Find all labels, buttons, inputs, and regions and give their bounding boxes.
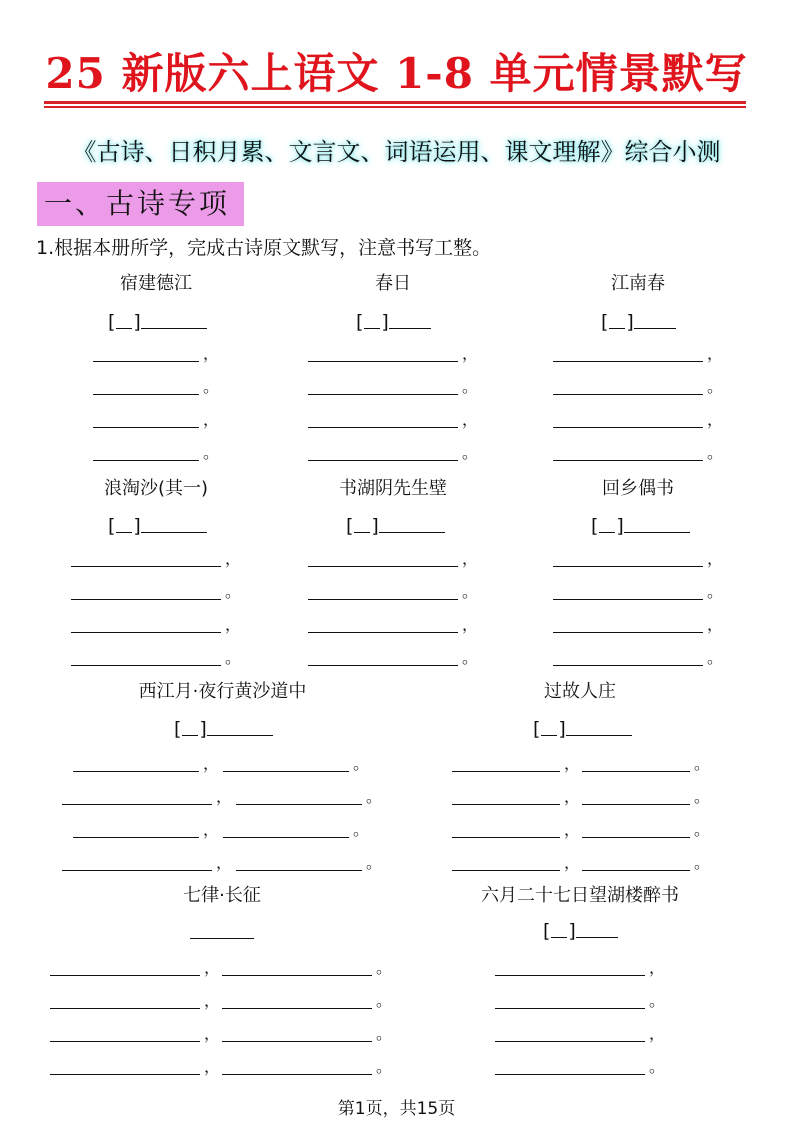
verse-blank[interactable] xyxy=(582,836,690,838)
poem-block-3 xyxy=(76,477,236,501)
poem-block-7 xyxy=(500,680,660,704)
verse-blank[interactable] xyxy=(236,803,362,805)
author-blank[interactable] xyxy=(624,531,690,533)
dynasty-bracket[interactable]: [ ] xyxy=(533,718,566,740)
verse-blank[interactable] xyxy=(93,360,199,362)
dynasty-bracket[interactable]: [ ] xyxy=(591,515,624,537)
document-subtitle: 《古诗、日积月累、文言文、词语运用、课文理解》综合小测 xyxy=(72,138,721,166)
poem-author-row xyxy=(591,514,690,536)
verse-blank[interactable] xyxy=(71,598,221,600)
poem-author-row xyxy=(174,717,273,739)
poem-lines-7: ， 。 ， 。 ， 。 ， 。 xyxy=(452,752,712,871)
verse-blank[interactable] xyxy=(93,459,199,461)
verse-blank[interactable] xyxy=(62,869,212,871)
verse-blank[interactable] xyxy=(222,1007,372,1009)
poem-block-8 xyxy=(142,884,302,908)
title-underline-secondary xyxy=(44,106,746,108)
verse-blank[interactable] xyxy=(582,770,690,772)
poem-author-row xyxy=(190,920,254,942)
verse-blank[interactable] xyxy=(452,770,560,772)
verse-blank[interactable] xyxy=(553,631,703,633)
verse-blank[interactable] xyxy=(223,770,349,772)
author-blank[interactable] xyxy=(566,734,632,736)
poem-block-4 xyxy=(313,477,473,501)
document-title: 25 新版六上语文 1-8 单元情景默写 xyxy=(45,49,748,98)
verse-blank[interactable] xyxy=(553,393,703,395)
poem-author-row xyxy=(108,310,207,332)
poem-author-row xyxy=(346,514,445,536)
verse-blank[interactable] xyxy=(553,360,703,362)
verse-blank[interactable] xyxy=(93,393,199,395)
poem-block-2 xyxy=(558,272,718,296)
verse-blank[interactable] xyxy=(222,1040,372,1042)
author-blank[interactable] xyxy=(207,734,273,736)
verse-blank[interactable] xyxy=(308,631,458,633)
poem-title: 宿建德江 xyxy=(120,273,192,294)
dynasty-bracket[interactable]: [ ] xyxy=(108,515,141,537)
verse-blank[interactable] xyxy=(553,598,703,600)
verse-blank[interactable] xyxy=(71,565,221,567)
poem-author-row xyxy=(108,514,207,536)
poem-lines-6: ， 。 ， 。 ， 。 ， 。 xyxy=(62,752,392,871)
verse-blank[interactable] xyxy=(223,836,349,838)
verse-blank[interactable] xyxy=(50,1040,200,1042)
dynasty-bracket[interactable]: [ ] xyxy=(174,718,207,740)
section-heading: 一、古诗专项 xyxy=(44,187,231,220)
author-blank[interactable] xyxy=(379,531,445,533)
poem-lines-1: ， 。 ， 。 xyxy=(308,342,474,461)
verse-blank[interactable] xyxy=(308,426,458,428)
verse-blank[interactable] xyxy=(50,1073,200,1075)
poem-lines-9: ， 。 ， 。 xyxy=(495,956,661,1075)
verse-blank[interactable] xyxy=(71,664,221,666)
poem-title: 书湖阴先生壁 xyxy=(339,478,447,499)
verse-blank[interactable] xyxy=(553,565,703,567)
verse-blank[interactable] xyxy=(222,974,372,976)
verse-blank[interactable] xyxy=(495,1040,645,1042)
poem-author-row xyxy=(543,919,618,941)
verse-blank[interactable] xyxy=(308,664,458,666)
poem-lines-4: ， 。 ， 。 xyxy=(308,547,474,666)
poem-title: 浪淘沙(其一) xyxy=(103,478,209,499)
verse-blank[interactable] xyxy=(452,836,560,838)
verse-blank[interactable] xyxy=(308,598,458,600)
poem-lines-5: ， 。 ， 。 xyxy=(553,547,719,666)
verse-blank[interactable] xyxy=(553,426,703,428)
verse-blank[interactable] xyxy=(93,426,199,428)
dynasty-bracket[interactable]: [ ] xyxy=(346,515,379,537)
verse-blank[interactable] xyxy=(50,1007,200,1009)
verse-blank[interactable] xyxy=(236,869,362,871)
verse-blank[interactable] xyxy=(62,803,212,805)
verse-blank[interactable] xyxy=(495,1073,645,1075)
author-blank[interactable] xyxy=(190,937,254,939)
title-underline xyxy=(44,101,746,104)
poem-block-6 xyxy=(100,680,345,704)
poem-title: 西江月·夜行黄沙道中 xyxy=(138,681,307,702)
author-blank[interactable] xyxy=(576,936,618,938)
verse-blank[interactable] xyxy=(582,869,690,871)
verse-blank[interactable] xyxy=(495,974,645,976)
verse-blank[interactable] xyxy=(495,1007,645,1009)
poem-lines-3: ， 。 ， 。 xyxy=(71,547,237,666)
author-blank[interactable] xyxy=(141,531,207,533)
poem-title: 七律·长征 xyxy=(183,885,261,906)
verse-blank[interactable] xyxy=(50,974,200,976)
poem-title: 江南春 xyxy=(611,273,665,294)
verse-blank[interactable] xyxy=(553,664,703,666)
verse-blank[interactable] xyxy=(308,565,458,567)
verse-blank[interactable] xyxy=(73,770,199,772)
author-blank[interactable] xyxy=(389,327,431,329)
poem-title: 回乡偶书 xyxy=(602,478,674,499)
verse-blank[interactable] xyxy=(73,836,199,838)
poem-lines-2: ， 。 ， 。 xyxy=(553,342,719,461)
verse-blank[interactable] xyxy=(308,459,458,461)
poem-lines-8: ， 。 ， 。 ， 。 ， 。 xyxy=(50,956,390,1075)
dynasty-bracket[interactable]: [ ] xyxy=(108,311,141,333)
verse-blank[interactable] xyxy=(71,631,221,633)
poem-block-9 xyxy=(460,884,700,908)
verse-blank[interactable] xyxy=(222,1073,372,1075)
poem-title: 六月二十七日望湖楼醉书 xyxy=(481,885,679,906)
poem-block-5 xyxy=(558,477,718,501)
author-blank[interactable] xyxy=(141,327,207,329)
dynasty-bracket[interactable]: [ ] xyxy=(356,311,389,333)
poem-title: 春日 xyxy=(375,273,411,294)
dynasty-bracket[interactable]: [ ] xyxy=(543,920,576,942)
author-blank[interactable] xyxy=(634,327,676,329)
verse-blank[interactable] xyxy=(452,869,560,871)
page-number: 第1页，共15页 xyxy=(337,1099,456,1119)
question-instruction: 1.根据本册所学，完成古诗原文默写，注意书写工整。 xyxy=(36,237,492,259)
poem-block-1 xyxy=(313,272,473,296)
verse-blank[interactable] xyxy=(308,393,458,395)
poem-author-row xyxy=(533,717,632,739)
dynasty-bracket[interactable]: [ ] xyxy=(601,311,634,333)
poem-author-row xyxy=(601,310,676,332)
poem-block-0 xyxy=(76,272,236,296)
poem-lines-0: ， 。 ， 。 xyxy=(93,342,215,461)
verse-blank[interactable] xyxy=(582,803,690,805)
verse-blank[interactable] xyxy=(308,360,458,362)
poem-author-row xyxy=(356,310,431,332)
verse-blank[interactable] xyxy=(553,459,703,461)
poem-title: 过故人庄 xyxy=(544,681,616,702)
verse-blank[interactable] xyxy=(452,803,560,805)
